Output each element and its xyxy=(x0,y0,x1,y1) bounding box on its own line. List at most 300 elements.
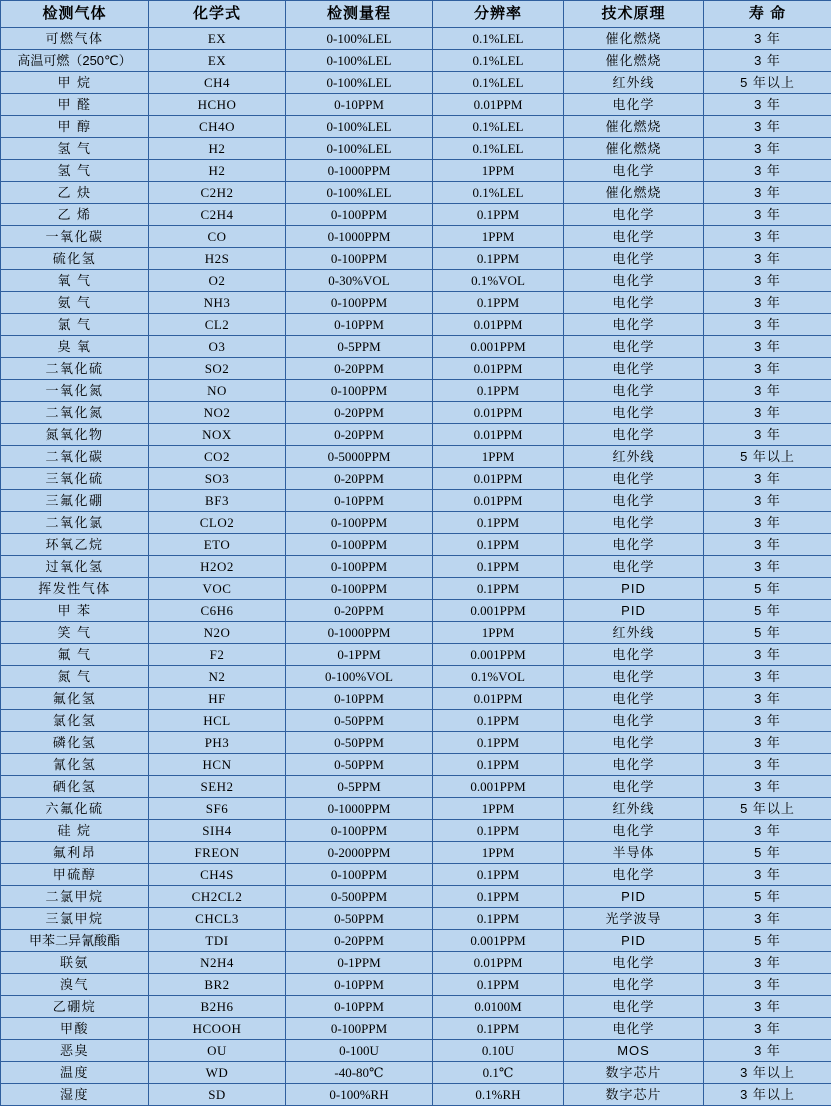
cell-resolution: 0.1PPM xyxy=(433,292,564,314)
cell-detection-range: 0-100PPM xyxy=(286,380,433,402)
table-row xyxy=(1,886,831,908)
cell-gas-name: 过氧化氢 xyxy=(1,556,149,578)
cell-lifespan: 3 年 xyxy=(704,996,831,1018)
cell-lifespan: 3 年 xyxy=(704,644,831,666)
cell-resolution: 0.1PPM xyxy=(433,974,564,996)
cell-gas-name: 磷化氢 xyxy=(1,732,149,754)
cell-technology: 红外线 xyxy=(564,622,704,644)
cell-lifespan: 5 年 xyxy=(704,578,831,600)
cell-detection-range: 0-100%LEL xyxy=(286,28,433,50)
cell-technology: 电化学 xyxy=(564,974,704,996)
cell-detection-range: 0-1PPM xyxy=(286,644,433,666)
cell-chemical-formula: WD xyxy=(149,1062,286,1084)
cell-resolution: 0.001PPM xyxy=(433,930,564,952)
cell-resolution: 0.1PPM xyxy=(433,204,564,226)
cell-resolution: 0.1PPM xyxy=(433,534,564,556)
table-row xyxy=(1,556,831,578)
cell-chemical-formula: CLO2 xyxy=(149,512,286,534)
cell-resolution: 0.1PPM xyxy=(433,380,564,402)
cell-detection-range: 0-50PPM xyxy=(286,754,433,776)
cell-resolution: 0.1%LEL xyxy=(433,116,564,138)
cell-lifespan: 3 年 xyxy=(704,314,831,336)
cell-gas-name: 氯化氢 xyxy=(1,710,149,732)
cell-detection-range: 0-10PPM xyxy=(286,314,433,336)
table-row xyxy=(1,600,831,622)
cell-gas-name: 二氧化氮 xyxy=(1,402,149,424)
cell-resolution: 0.01PPM xyxy=(433,952,564,974)
table-row xyxy=(1,424,831,446)
cell-detection-range: -40-80℃ xyxy=(286,1062,433,1084)
cell-detection-range: 0-30%VOL xyxy=(286,270,433,292)
cell-technology: 电化学 xyxy=(564,512,704,534)
cell-gas-name: 氨 气 xyxy=(1,292,149,314)
table-row xyxy=(1,710,831,732)
cell-resolution: 1PPM xyxy=(433,622,564,644)
cell-detection-range: 0-100%LEL xyxy=(286,72,433,94)
table-row xyxy=(1,138,831,160)
cell-gas-name: 硫化氢 xyxy=(1,248,149,270)
cell-technology: 电化学 xyxy=(564,402,704,424)
cell-gas-name: 二氧化硫 xyxy=(1,358,149,380)
cell-technology: 电化学 xyxy=(564,1018,704,1040)
cell-technology: MOS xyxy=(564,1040,704,1062)
cell-detection-range: 0-5000PPM xyxy=(286,446,433,468)
cell-technology: PID xyxy=(564,600,704,622)
cell-lifespan: 5 年以上 xyxy=(704,798,831,820)
cell-resolution: 0.1PPM xyxy=(433,248,564,270)
cell-technology: 电化学 xyxy=(564,358,704,380)
cell-lifespan: 3 年 xyxy=(704,820,831,842)
cell-technology: 催化燃烧 xyxy=(564,138,704,160)
cell-lifespan: 3 年 xyxy=(704,908,831,930)
cell-lifespan: 3 年 xyxy=(704,732,831,754)
cell-detection-range: 0-1000PPM xyxy=(286,798,433,820)
table-row xyxy=(1,776,831,798)
table-row xyxy=(1,270,831,292)
cell-resolution: 1PPM xyxy=(433,446,564,468)
cell-gas-name: 甲苯二异氰酸酯 xyxy=(1,930,149,952)
cell-gas-name: 温度 xyxy=(1,1062,149,1084)
cell-chemical-formula: NOX xyxy=(149,424,286,446)
cell-resolution: 1PPM xyxy=(433,842,564,864)
cell-detection-range: 0-10PPM xyxy=(286,974,433,996)
table-row xyxy=(1,28,831,50)
cell-chemical-formula: BF3 xyxy=(149,490,286,512)
table-row xyxy=(1,820,831,842)
cell-chemical-formula: HCN xyxy=(149,754,286,776)
cell-technology: 电化学 xyxy=(564,710,704,732)
cell-resolution: 0.1%RH xyxy=(433,1084,564,1106)
cell-gas-name: 三氯甲烷 xyxy=(1,908,149,930)
cell-detection-range: 0-1PPM xyxy=(286,952,433,974)
table-header-row xyxy=(1,1,831,28)
table-row xyxy=(1,798,831,820)
cell-lifespan: 3 年 xyxy=(704,160,831,182)
cell-technology: 电化学 xyxy=(564,292,704,314)
cell-technology: 电化学 xyxy=(564,952,704,974)
cell-resolution: 0.1%VOL xyxy=(433,666,564,688)
cell-gas-name: 乙硼烷 xyxy=(1,996,149,1018)
cell-detection-range: 0-100%RH xyxy=(286,1084,433,1106)
cell-gas-name: 二氯甲烷 xyxy=(1,886,149,908)
table-row xyxy=(1,72,831,94)
cell-technology: 电化学 xyxy=(564,226,704,248)
table-row xyxy=(1,754,831,776)
cell-lifespan: 3 年 xyxy=(704,1040,831,1062)
cell-resolution: 0.1PPM xyxy=(433,578,564,600)
cell-lifespan: 3 年 xyxy=(704,1018,831,1040)
cell-chemical-formula: H2S xyxy=(149,248,286,270)
cell-lifespan: 5 年 xyxy=(704,886,831,908)
cell-gas-name: 臭 氧 xyxy=(1,336,149,358)
cell-resolution: 0.0100M xyxy=(433,996,564,1018)
cell-lifespan: 3 年 xyxy=(704,666,831,688)
cell-chemical-formula: B2H6 xyxy=(149,996,286,1018)
cell-detection-range: 0-500PPM xyxy=(286,886,433,908)
cell-lifespan: 3 年 xyxy=(704,556,831,578)
cell-technology: 电化学 xyxy=(564,644,704,666)
cell-gas-name: 甲酸 xyxy=(1,1018,149,1040)
cell-gas-name: 氢 气 xyxy=(1,138,149,160)
cell-lifespan: 3 年 xyxy=(704,534,831,556)
cell-chemical-formula: EX xyxy=(149,28,286,50)
cell-technology: 电化学 xyxy=(564,666,704,688)
cell-technology: PID xyxy=(564,886,704,908)
table-row xyxy=(1,842,831,864)
cell-gas-name: 二氧化氯 xyxy=(1,512,149,534)
cell-detection-range: 0-20PPM xyxy=(286,600,433,622)
cell-chemical-formula: F2 xyxy=(149,644,286,666)
cell-resolution: 0.01PPM xyxy=(433,402,564,424)
cell-chemical-formula: FREON xyxy=(149,842,286,864)
cell-lifespan: 3 年 xyxy=(704,380,831,402)
cell-technology: 电化学 xyxy=(564,94,704,116)
cell-resolution: 0.1PPM xyxy=(433,732,564,754)
table-row xyxy=(1,402,831,424)
table-row xyxy=(1,864,831,886)
table-row xyxy=(1,974,831,996)
cell-chemical-formula: H2 xyxy=(149,138,286,160)
cell-technology: 红外线 xyxy=(564,798,704,820)
cell-detection-range: 0-100PPM xyxy=(286,578,433,600)
cell-gas-name: 氢 气 xyxy=(1,160,149,182)
table-row xyxy=(1,182,831,204)
cell-gas-name: 三氟化硼 xyxy=(1,490,149,512)
cell-chemical-formula: NO2 xyxy=(149,402,286,424)
cell-technology: 电化学 xyxy=(564,556,704,578)
cell-technology: 电化学 xyxy=(564,490,704,512)
cell-chemical-formula: CO xyxy=(149,226,286,248)
cell-lifespan: 3 年 xyxy=(704,226,831,248)
cell-resolution: 0.01PPM xyxy=(433,688,564,710)
cell-technology: 电化学 xyxy=(564,468,704,490)
table-body xyxy=(1,28,831,1106)
cell-detection-range: 0-100PPM xyxy=(286,204,433,226)
cell-detection-range: 0-100PPM xyxy=(286,864,433,886)
cell-resolution: 1PPM xyxy=(433,798,564,820)
cell-lifespan: 3 年 xyxy=(704,182,831,204)
cell-resolution: 0.01PPM xyxy=(433,314,564,336)
cell-resolution: 0.1%LEL xyxy=(433,182,564,204)
cell-lifespan: 3 年 xyxy=(704,248,831,270)
cell-gas-name: 氟化氢 xyxy=(1,688,149,710)
cell-gas-name: 甲 苯 xyxy=(1,600,149,622)
cell-chemical-formula: SEH2 xyxy=(149,776,286,798)
cell-gas-name: 乙 炔 xyxy=(1,182,149,204)
table-row xyxy=(1,512,831,534)
cell-technology: 催化燃烧 xyxy=(564,50,704,72)
cell-lifespan: 5 年 xyxy=(704,600,831,622)
cell-technology: 电化学 xyxy=(564,270,704,292)
cell-resolution: 0.1PPM xyxy=(433,754,564,776)
cell-lifespan: 3 年以上 xyxy=(704,1062,831,1084)
cell-lifespan: 5 年以上 xyxy=(704,446,831,468)
cell-detection-range: 0-20PPM xyxy=(286,402,433,424)
cell-resolution: 0.001PPM xyxy=(433,776,564,798)
cell-resolution: 0.1PPM xyxy=(433,908,564,930)
cell-technology: 电化学 xyxy=(564,996,704,1018)
cell-resolution: 0.01PPM xyxy=(433,94,564,116)
cell-gas-name: 湿度 xyxy=(1,1084,149,1106)
cell-lifespan: 3 年以上 xyxy=(704,1084,831,1106)
cell-detection-range: 0-10PPM xyxy=(286,94,433,116)
cell-chemical-formula: HF xyxy=(149,688,286,710)
cell-technology: PID xyxy=(564,578,704,600)
column-header-lifespan: 寿 命 xyxy=(704,1,831,28)
table-row xyxy=(1,996,831,1018)
cell-gas-name: 一氧化碳 xyxy=(1,226,149,248)
cell-chemical-formula: SF6 xyxy=(149,798,286,820)
cell-lifespan: 3 年 xyxy=(704,336,831,358)
cell-lifespan: 5 年 xyxy=(704,622,831,644)
cell-chemical-formula: H2O2 xyxy=(149,556,286,578)
table-row xyxy=(1,666,831,688)
cell-detection-range: 0-5PPM xyxy=(286,336,433,358)
table-row xyxy=(1,160,831,182)
cell-lifespan: 5 年 xyxy=(704,930,831,952)
cell-resolution: 0.1℃ xyxy=(433,1062,564,1084)
cell-lifespan: 3 年 xyxy=(704,50,831,72)
table-row xyxy=(1,116,831,138)
cell-gas-name: 甲 烷 xyxy=(1,72,149,94)
cell-chemical-formula: NO xyxy=(149,380,286,402)
cell-chemical-formula: O3 xyxy=(149,336,286,358)
table-row xyxy=(1,1062,831,1084)
cell-chemical-formula: CH4O xyxy=(149,116,286,138)
cell-chemical-formula: NH3 xyxy=(149,292,286,314)
cell-detection-range: 0-100PPM xyxy=(286,534,433,556)
cell-lifespan: 3 年 xyxy=(704,292,831,314)
cell-lifespan: 3 年 xyxy=(704,468,831,490)
cell-gas-name: 环氧乙烷 xyxy=(1,534,149,556)
cell-chemical-formula: EX xyxy=(149,50,286,72)
cell-lifespan: 3 年 xyxy=(704,402,831,424)
cell-gas-name: 甲硫醇 xyxy=(1,864,149,886)
table-header xyxy=(1,1,831,28)
cell-gas-name: 恶臭 xyxy=(1,1040,149,1062)
table-row xyxy=(1,292,831,314)
cell-lifespan: 3 年 xyxy=(704,270,831,292)
cell-detection-range: 0-1000PPM xyxy=(286,622,433,644)
table-row xyxy=(1,688,831,710)
cell-technology: 电化学 xyxy=(564,864,704,886)
table-row xyxy=(1,622,831,644)
cell-chemical-formula: SD xyxy=(149,1084,286,1106)
cell-chemical-formula: N2H4 xyxy=(149,952,286,974)
table-row xyxy=(1,908,831,930)
cell-gas-name: 氟 气 xyxy=(1,644,149,666)
table-row xyxy=(1,446,831,468)
cell-resolution: 0.1PPM xyxy=(433,512,564,534)
cell-detection-range: 0-10PPM xyxy=(286,688,433,710)
cell-chemical-formula: CH4 xyxy=(149,72,286,94)
cell-technology: 电化学 xyxy=(564,688,704,710)
cell-chemical-formula: CL2 xyxy=(149,314,286,336)
cell-lifespan: 3 年 xyxy=(704,94,831,116)
cell-technology: 电化学 xyxy=(564,534,704,556)
cell-technology: 电化学 xyxy=(564,424,704,446)
cell-gas-name: 氮 气 xyxy=(1,666,149,688)
cell-resolution: 0.001PPM xyxy=(433,644,564,666)
column-header-technology: 技术原理 xyxy=(564,1,704,28)
cell-technology: 电化学 xyxy=(564,820,704,842)
cell-technology: 电化学 xyxy=(564,732,704,754)
cell-detection-range: 0-100PPM xyxy=(286,820,433,842)
cell-technology: 红外线 xyxy=(564,446,704,468)
cell-chemical-formula: SIH4 xyxy=(149,820,286,842)
cell-lifespan: 3 年 xyxy=(704,776,831,798)
cell-resolution: 1PPM xyxy=(433,160,564,182)
cell-resolution: 0.1%LEL xyxy=(433,72,564,94)
cell-chemical-formula: HCL xyxy=(149,710,286,732)
cell-gas-name: 笑 气 xyxy=(1,622,149,644)
cell-lifespan: 3 年 xyxy=(704,490,831,512)
cell-gas-name: 氟利昂 xyxy=(1,842,149,864)
cell-resolution: 0.1PPM xyxy=(433,710,564,732)
table-row xyxy=(1,644,831,666)
cell-resolution: 0.01PPM xyxy=(433,468,564,490)
cell-gas-name: 甲 醛 xyxy=(1,94,149,116)
cell-technology: 电化学 xyxy=(564,754,704,776)
cell-technology: 电化学 xyxy=(564,204,704,226)
cell-gas-name: 乙 烯 xyxy=(1,204,149,226)
cell-chemical-formula: CO2 xyxy=(149,446,286,468)
cell-gas-name: 硒化氢 xyxy=(1,776,149,798)
cell-chemical-formula: C2H4 xyxy=(149,204,286,226)
cell-chemical-formula: VOC xyxy=(149,578,286,600)
table-row xyxy=(1,490,831,512)
cell-lifespan: 3 年 xyxy=(704,138,831,160)
cell-technology: 半导体 xyxy=(564,842,704,864)
cell-lifespan: 3 年 xyxy=(704,28,831,50)
table-row xyxy=(1,50,831,72)
cell-detection-range: 0-20PPM xyxy=(286,358,433,380)
cell-chemical-formula: CH2CL2 xyxy=(149,886,286,908)
cell-lifespan: 3 年 xyxy=(704,754,831,776)
cell-lifespan: 3 年 xyxy=(704,358,831,380)
table-row xyxy=(1,732,831,754)
cell-technology: 电化学 xyxy=(564,776,704,798)
cell-lifespan: 5 年以上 xyxy=(704,72,831,94)
cell-resolution: 0.01PPM xyxy=(433,358,564,380)
cell-gas-name: 挥发性气体 xyxy=(1,578,149,600)
cell-technology: 数字芯片 xyxy=(564,1084,704,1106)
cell-lifespan: 3 年 xyxy=(704,974,831,996)
cell-resolution: 0.1%VOL xyxy=(433,270,564,292)
cell-technology: 红外线 xyxy=(564,72,704,94)
cell-technology: 催化燃烧 xyxy=(564,28,704,50)
table-row xyxy=(1,534,831,556)
cell-gas-name: 氮氧化物 xyxy=(1,424,149,446)
cell-detection-range: 0-100%VOL xyxy=(286,666,433,688)
cell-detection-range: 0-50PPM xyxy=(286,710,433,732)
cell-detection-range: 0-5PPM xyxy=(286,776,433,798)
cell-resolution: 0.10U xyxy=(433,1040,564,1062)
cell-detection-range: 0-100%LEL xyxy=(286,138,433,160)
cell-chemical-formula: TDI xyxy=(149,930,286,952)
cell-detection-range: 0-100PPM xyxy=(286,556,433,578)
cell-detection-range: 0-10PPM xyxy=(286,996,433,1018)
cell-gas-name: 氯 气 xyxy=(1,314,149,336)
cell-technology: 光学波导 xyxy=(564,908,704,930)
table-row xyxy=(1,1040,831,1062)
cell-chemical-formula: O2 xyxy=(149,270,286,292)
column-header-detection-range: 检测量程 xyxy=(286,1,433,28)
cell-gas-name: 氧 气 xyxy=(1,270,149,292)
cell-resolution: 0.001PPM xyxy=(433,600,564,622)
cell-detection-range: 0-50PPM xyxy=(286,732,433,754)
cell-resolution: 0.1PPM xyxy=(433,820,564,842)
cell-chemical-formula: BR2 xyxy=(149,974,286,996)
cell-detection-range: 0-100PPM xyxy=(286,512,433,534)
cell-technology: 电化学 xyxy=(564,248,704,270)
cell-gas-name: 三氧化硫 xyxy=(1,468,149,490)
cell-chemical-formula: HCOOH xyxy=(149,1018,286,1040)
column-header-resolution: 分辨率 xyxy=(433,1,564,28)
cell-gas-name: 二氧化碳 xyxy=(1,446,149,468)
cell-detection-range: 0-50PPM xyxy=(286,908,433,930)
table-row xyxy=(1,248,831,270)
cell-detection-range: 0-100%LEL xyxy=(286,50,433,72)
cell-resolution: 0.001PPM xyxy=(433,336,564,358)
cell-resolution: 0.1%LEL xyxy=(433,50,564,72)
table-row xyxy=(1,94,831,116)
table-row xyxy=(1,468,831,490)
cell-gas-name: 联氨 xyxy=(1,952,149,974)
cell-resolution: 0.01PPM xyxy=(433,424,564,446)
table-row xyxy=(1,1084,831,1106)
cell-resolution: 0.1PPM xyxy=(433,556,564,578)
cell-detection-range: 0-2000PPM xyxy=(286,842,433,864)
cell-technology: 电化学 xyxy=(564,380,704,402)
cell-lifespan: 3 年 xyxy=(704,424,831,446)
table-row xyxy=(1,204,831,226)
cell-gas-name: 氰化氢 xyxy=(1,754,149,776)
table-row xyxy=(1,226,831,248)
table-row xyxy=(1,1018,831,1040)
cell-technology: 数字芯片 xyxy=(564,1062,704,1084)
cell-gas-name: 溴气 xyxy=(1,974,149,996)
cell-chemical-formula: OU xyxy=(149,1040,286,1062)
cell-chemical-formula: HCHO xyxy=(149,94,286,116)
cell-detection-range: 0-100U xyxy=(286,1040,433,1062)
cell-lifespan: 3 年 xyxy=(704,204,831,226)
cell-lifespan: 3 年 xyxy=(704,688,831,710)
cell-resolution: 0.1PPM xyxy=(433,864,564,886)
table-row xyxy=(1,380,831,402)
table-row xyxy=(1,930,831,952)
cell-lifespan: 5 年 xyxy=(704,842,831,864)
